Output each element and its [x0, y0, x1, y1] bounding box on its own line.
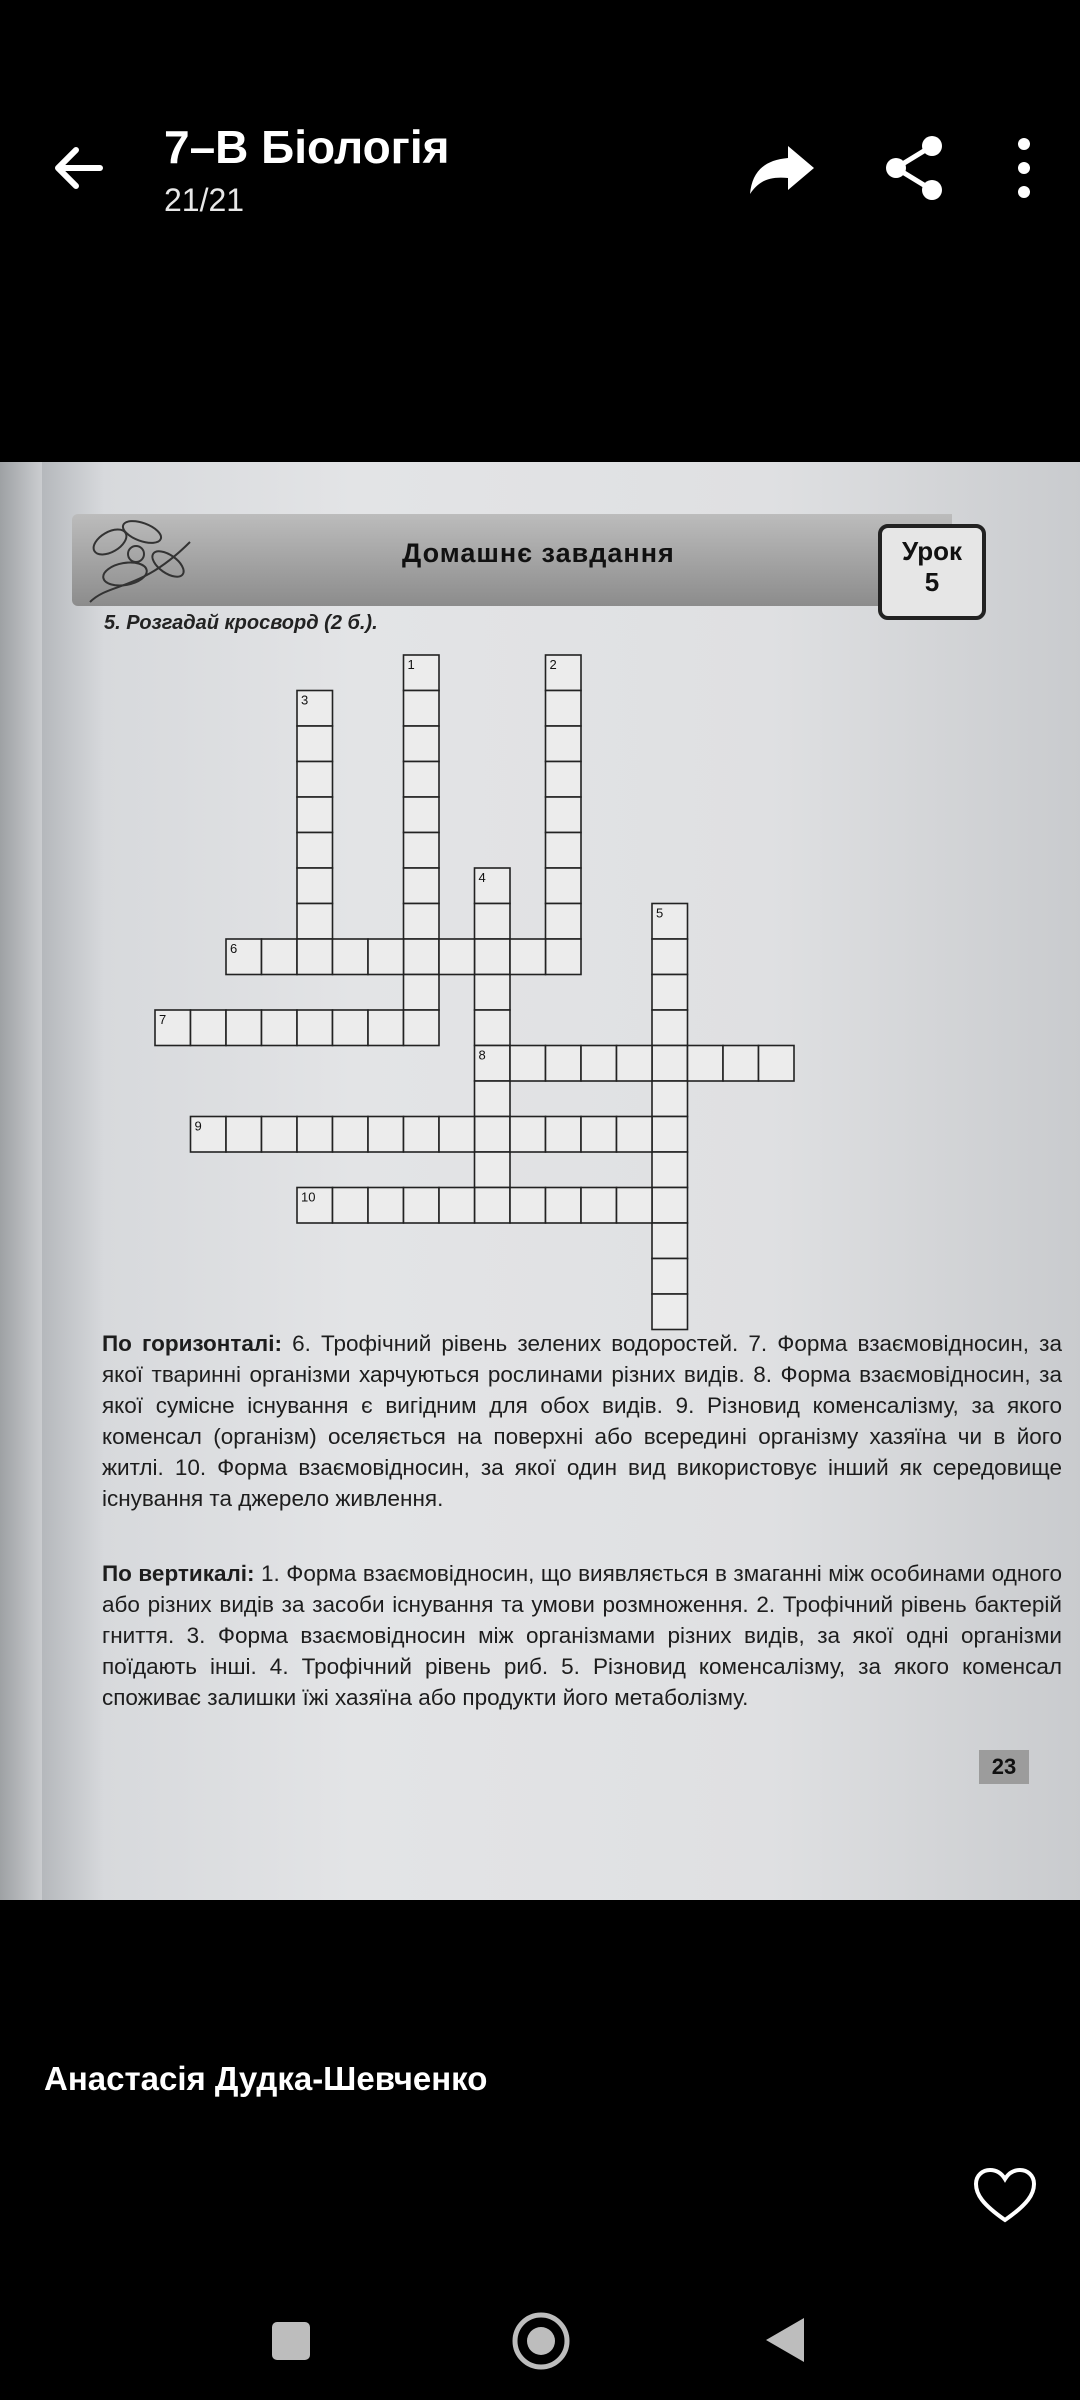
crossword-cell [510, 1117, 546, 1153]
author-name: Анастасія Дудка-Шевченко [44, 2060, 488, 2097]
crossword-cell [475, 939, 511, 975]
crossword-cell [262, 1010, 298, 1046]
crossword-cell [546, 691, 582, 727]
crossword-cell [723, 1046, 759, 1082]
crossword-cell [368, 1010, 404, 1046]
crossword-cell [368, 1117, 404, 1153]
crossword-cell [404, 833, 440, 869]
crossword-cell [652, 1117, 688, 1153]
crossword-cell [404, 904, 440, 940]
crossword-cell [652, 1294, 688, 1330]
crossword-cell [297, 1010, 333, 1046]
vertical-clues [102, 1558, 1062, 1713]
page-number: 23 [979, 1750, 1029, 1784]
top-app-bar [0, 0, 1080, 340]
crossword-cell [475, 1081, 511, 1117]
crossword-cell [581, 1117, 617, 1153]
crossword-cell [652, 1046, 688, 1082]
horizontal-clues-text: 6. Трофічний рівень зелених водоростей. 7. Форма взаємовідносин, за якої тваринні організми харчуються рослинами різних видів. 8. Форма взаємовідносин, за якої сумісне існування є вигідним для обох видів. 9. Різновид коменсалізму, за якого коменсал (організм) оселяється на поверхні або всередині організму хазяїна чи в його житлі. 10. Форма взаємовідносин, за якої один вид використовує інший як середовище існування та джерело живлення. [102, 1331, 1062, 1511]
crossword-cell [297, 939, 333, 975]
crossword-cell [439, 1188, 475, 1224]
horizontal-clues [102, 1328, 1062, 1514]
crossword-cell [404, 797, 440, 833]
crossword-cell [475, 975, 511, 1011]
crossword-cell [368, 1188, 404, 1224]
crossword-cell [546, 726, 582, 762]
crossword-cell [475, 1152, 511, 1188]
crossword-cell [581, 1046, 617, 1082]
crossword-cell [297, 833, 333, 869]
crossword-cell [475, 1010, 511, 1046]
crossword-cell [652, 1188, 688, 1224]
heart-icon[interactable] [972, 2164, 1038, 2230]
lesson-label: Урок [902, 536, 962, 566]
crossword-cell [404, 1188, 440, 1224]
crossword-cell [652, 1152, 688, 1188]
crossword-cell [652, 939, 688, 975]
clue-number-8: 8 [478, 1047, 486, 1063]
crossword-grid [42, 462, 1080, 1362]
crossword-cell [226, 1010, 262, 1046]
crossword-cell [404, 1010, 440, 1046]
crossword-cell [546, 1046, 582, 1082]
crossword-cell [404, 726, 440, 762]
crossword-cell [546, 939, 582, 975]
crossword-cell [226, 1117, 262, 1153]
lesson-number: 5 [924, 567, 940, 597]
crossword-cell [546, 1188, 582, 1224]
crossword-cell [404, 939, 440, 975]
clue-number-6: 6 [230, 941, 238, 956]
crossword-cell [510, 1046, 546, 1082]
crossword-cell [617, 1117, 653, 1153]
crossword-cell [652, 1010, 688, 1046]
image-counter: 21/21 [164, 182, 245, 218]
section-title: Домашнє завдання [402, 538, 675, 568]
clue-number-2: 2 [549, 657, 557, 672]
clue-number-10: 10 [301, 1189, 316, 1205]
crossword-cell [546, 868, 582, 904]
crossword-cell [652, 1081, 688, 1117]
crossword-cell [581, 1188, 617, 1224]
crossword-cell [368, 939, 404, 975]
crossword-cell [404, 868, 440, 904]
clue-number-1: 1 [407, 657, 415, 672]
crossword-cell [297, 726, 333, 762]
crossword-cell [546, 762, 582, 798]
crossword-cell [297, 868, 333, 904]
crossword-cell [333, 1117, 369, 1153]
nav-recents-icon[interactable] [268, 2318, 314, 2364]
crossword-cell [297, 904, 333, 940]
clue-number-5: 5 [656, 905, 664, 921]
crossword-cell [333, 1010, 369, 1046]
clue-number-7: 7 [159, 1012, 167, 1027]
crossword-cell [688, 1046, 724, 1082]
crossword-cell [439, 1117, 475, 1153]
more-vert-icon[interactable] [984, 128, 1064, 208]
crossword-cell [652, 975, 688, 1011]
crossword-cell [617, 1188, 653, 1224]
crossword-cell [297, 1117, 333, 1153]
crossword-cell [759, 1046, 795, 1082]
crossword-cell [333, 939, 369, 975]
crossword-cell [546, 904, 582, 940]
crossword-cell [475, 904, 511, 940]
workbook-page [42, 462, 1080, 1900]
horizontal-heading: По горизонталі: [102, 1331, 282, 1356]
crossword-cell [297, 797, 333, 833]
crossword-cell [262, 1117, 298, 1153]
nav-home-icon[interactable] [510, 2310, 572, 2372]
clue-number-4: 4 [478, 870, 486, 885]
crossword-cell [333, 1188, 369, 1224]
system-nav-bar [0, 2280, 1080, 2400]
vertical-clues-text: 1. Форма взаємовідносин, що виявляється в змаганні між особинами одного або різних видів за засоби існування та умови розмноження. 2. Трофічний рівень бактерій гниття. 3. Форма взаємовідносин між організмами різних видів, за якої одні організми поїдають інші. 4. Трофічний рівень риб. 5. Різновид коменсалізму, за якого коменсал споживає залишки їжі хазяїна або продукти його метаболізму. [102, 1561, 1062, 1710]
crossword-cell [297, 762, 333, 798]
forward-icon[interactable] [742, 128, 822, 208]
crossword-cell [546, 1117, 582, 1153]
share-icon[interactable] [874, 128, 954, 208]
crossword-cell [546, 833, 582, 869]
clue-number-3: 3 [301, 692, 309, 708]
crossword-cell [404, 691, 440, 727]
photo-viewer[interactable] [0, 462, 1080, 1900]
crossword-cell [475, 1117, 511, 1153]
album-title: 7–В Біологія [164, 121, 450, 173]
crossword-cell [510, 939, 546, 975]
crossword-cell [404, 762, 440, 798]
crossword-cell [439, 939, 475, 975]
crossword-cell [652, 1259, 688, 1295]
crossword-cell [404, 975, 440, 1011]
crossword-cell [617, 1046, 653, 1082]
crossword-cell [404, 1117, 440, 1153]
crossword-cell [262, 939, 298, 975]
back-arrow-icon[interactable] [46, 136, 110, 200]
crossword-cell [475, 1188, 511, 1224]
clue-number-9: 9 [194, 1118, 202, 1134]
crossword-cell [546, 797, 582, 833]
crossword-cell [191, 1010, 227, 1046]
crossword-cell [510, 1188, 546, 1224]
task-heading: 5. Розгадай кросворд (2 б.). [104, 612, 378, 634]
vertical-heading: По вертикалі: [102, 1561, 255, 1586]
previous-page-edge [0, 462, 46, 1900]
nav-back-icon[interactable] [760, 2314, 810, 2366]
crossword-cell [652, 1223, 688, 1259]
